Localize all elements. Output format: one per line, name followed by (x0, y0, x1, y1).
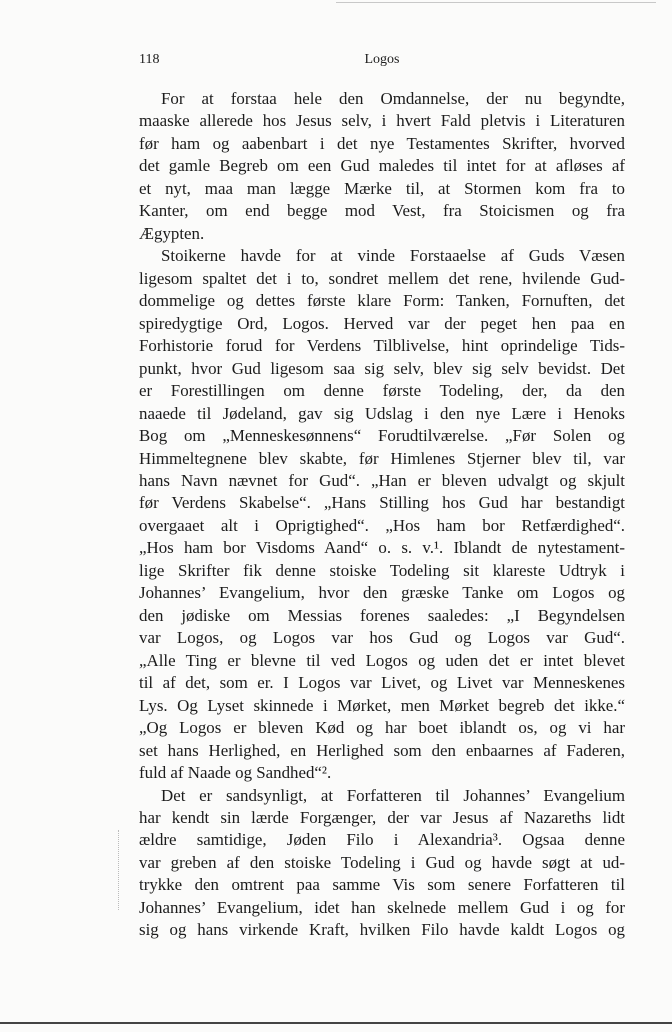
text-line: ligesom spaltet det i to, sondret mellem det rene, hvilende Gud- (139, 268, 625, 288)
text-line: overgaaet alt i Oprigtighed“. „Hos ham bor Retfærdighed“. (139, 515, 625, 535)
text-line: den jødiske om Messias forenes saaledes: „I Begyndelsen (139, 605, 625, 625)
page-number: 118 (139, 52, 160, 67)
text-line: Johannes’ Evangelium, idet han skelnede mellem Gud i og for (139, 897, 625, 917)
text-line: punkt, hvor Gud ligesom saa sig selv, blev sig selv bevidst. Det (139, 358, 625, 378)
text-line: fuld af Naade og Sandhed“². (139, 763, 332, 783)
text-line: Kanter, om end begge mod Vest, fra Stoicismen og fra (139, 201, 625, 221)
text-line: Forhistorie forud for Verdens Tilblivelse, hint oprindelige Tids- (139, 336, 625, 356)
text-line: er Forestillingen om denne første Todeling, der, da den (139, 381, 625, 401)
text-line: det gamle Begreb om een Gud maledes til intet for at afløses af (139, 156, 625, 176)
text-line: før Verdens Skabelse“. „Hans Stilling hos Gud har bestandigt (139, 493, 625, 513)
margin-mark (118, 830, 120, 910)
text-line: set hans Herlighed, en Herlighed som den enbaarnes af Faderen, (139, 740, 625, 760)
text-line: „Alle Ting er blevne til ved Logos og uden det er intet blevet (139, 650, 625, 670)
running-title: Logos (364, 52, 400, 67)
text-line: var Logos, og Logos var hos Gud og Logos var Gud“. (139, 628, 625, 648)
text-line: til af det, som er. I Logos var Livet, og Livet var Menneskenes (139, 673, 625, 693)
page-header (139, 52, 625, 72)
text-line: var greben af den stoiske Todeling i Gud og havde søgt at ud- (139, 852, 625, 872)
text-line: hans Navn nævnet for Gud“. „Han er bleven udvalgt og skjult (139, 470, 625, 490)
text-line: „Og Logos er bleven Kød og har boet iblandt os, og vi har (139, 718, 625, 738)
body-text (139, 88, 625, 942)
text-line: før ham og aabenbart i det nye Testamentes Skrifter, hvorved (139, 133, 625, 153)
text-line: spiredygtige Ord, Logos. Herved var der peget hen paa en (139, 313, 625, 333)
text-line: maaske allerede hos Jesus selv, i hvert Fald pletvis i Literaturen (139, 111, 625, 131)
text-line: Det er sandsynligt, at Forfatteren til Johannes’ Evangelium (161, 785, 625, 805)
text-line: lige Skrifter fik denne stoiske Todeling sit klareste Udtryk i (139, 560, 625, 580)
text-line: Lys. Og Lyset skinnede i Mørket, men Mørket begreb det ikke.“ (139, 695, 625, 715)
text-line: trykke den omtrent paa samme Vis som senere Forfatteren til (139, 875, 625, 895)
text-line: Bog om „Menneskesønnens“ Forudtilværelse. „Før Solen og (139, 426, 625, 446)
text-line: dommelige og dettes første klare Form: Tanken, Fornuften, det (139, 291, 625, 311)
top-rule (336, 2, 656, 3)
text-line: Stoikerne havde for at vinde Forstaaelse af Guds Væsen (161, 246, 625, 266)
text-line: sig og hans virkende Kraft, hvilken Filo havde kaldt Logos og (139, 920, 625, 940)
text-line: For at forstaa hele den Omdannelse, der nu begyndte, (161, 89, 625, 108)
bottom-rule (0, 1022, 672, 1024)
text-line: Ægypten. (139, 223, 205, 243)
text-line: naaede til Jødeland, gav sig Udslag i den nye Lære i Henoks (139, 403, 625, 423)
text-line: et nyt, maa man lægge Mærke til, at Stormen kom fra to (139, 178, 625, 198)
text-line: Himmeltegnene blev skabte, før Himlenes Stjerner blev til, var (139, 448, 625, 468)
text-line: har kendt sin lærde Forgænger, der var Jesus af Nazareths lidt (139, 808, 625, 827)
text-line: ældre samtidige, Jøden Filo i Alexandria³. Ogsaa denne (139, 830, 625, 850)
text-line: „Hos ham bor Visdoms Aand“ o. s. v.¹. Iblandt de nytestament- (139, 538, 625, 558)
text-line: Johannes’ Evangelium, hvor den græske Tanke om Logos og (139, 583, 625, 603)
